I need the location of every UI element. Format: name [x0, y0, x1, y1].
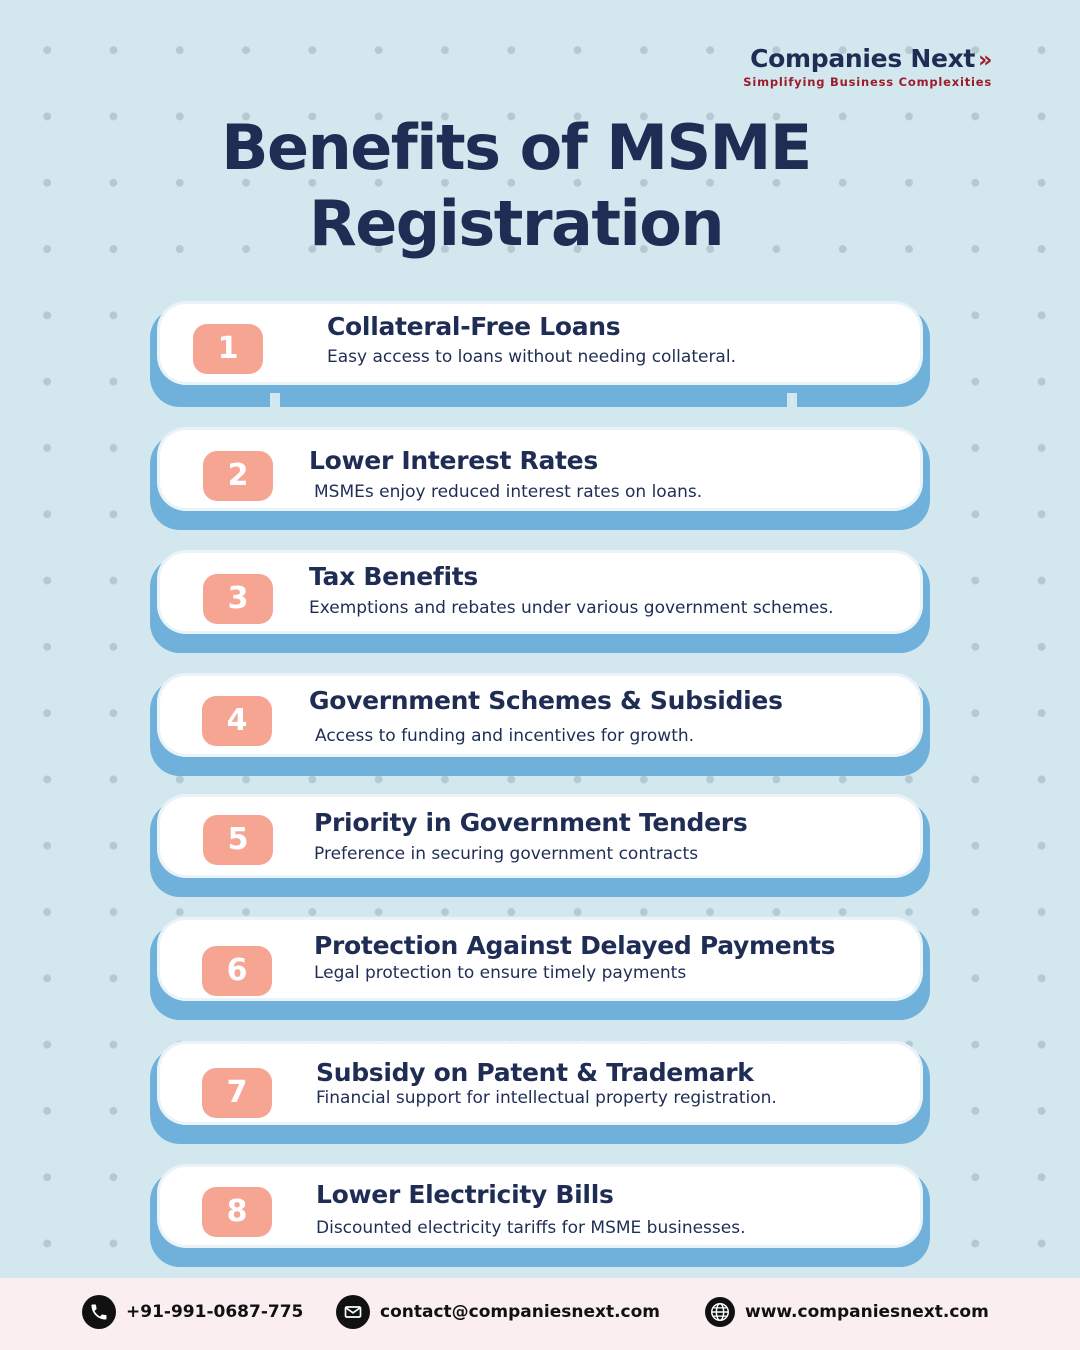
- benefit-number-badge: 2: [203, 451, 273, 501]
- benefit-description: Access to funding and incentives for growth.: [315, 726, 695, 746]
- benefit-card-4: [150, 676, 930, 776]
- brand-name-text: Companies Next: [750, 44, 976, 73]
- benefit-title: Protection Against Delayed Payments: [314, 931, 836, 960]
- benefit-card-1: [150, 304, 930, 407]
- benefit-card-8: [150, 1167, 930, 1267]
- benefit-title: Government Schemes & Subsidies: [309, 686, 783, 715]
- benefit-description: Discounted electricity tariffs for MSME businesses.: [316, 1218, 746, 1238]
- benefit-card-6: [150, 920, 930, 1020]
- benefit-description: MSMEs enjoy reduced interest rates on loans.: [314, 482, 703, 502]
- brand-tagline: Simplifying Business Complexities: [743, 75, 992, 89]
- page-title-line-2: Registration: [308, 187, 723, 260]
- page-title: [0, 110, 1032, 262]
- benefit-description: Financial support for intellectual property registration.: [316, 1088, 777, 1108]
- email-icon: [336, 1295, 370, 1329]
- chevron-right-icon: »: [978, 48, 992, 73]
- phone-icon: [82, 1295, 116, 1329]
- benefit-title: Lower Interest Rates: [309, 446, 598, 475]
- phone-contact[interactable]: [82, 1294, 303, 1330]
- benefit-card-7: [150, 1044, 930, 1144]
- benefit-card-2: [150, 430, 930, 530]
- benefit-number-badge: 6: [202, 946, 272, 996]
- page-title-line-1: Benefits of MSME: [221, 111, 811, 184]
- benefit-title: Collateral-Free Loans: [327, 312, 621, 341]
- benefit-number-badge: 4: [202, 696, 272, 746]
- brand-logo: [743, 44, 992, 89]
- website-contact[interactable]: [705, 1294, 989, 1330]
- email-address[interactable]: contact@companiesnext.com: [380, 1302, 661, 1322]
- card-face: [160, 553, 920, 631]
- benefit-description: Preference in securing government contracts: [314, 844, 699, 864]
- benefit-title: Tax Benefits: [309, 562, 478, 591]
- contact-footer: [0, 1278, 1080, 1350]
- phone-number[interactable]: +91-991-0687-775: [126, 1302, 304, 1322]
- brand-name: [743, 44, 992, 73]
- benefit-number-badge: 1: [193, 324, 263, 374]
- benefit-title: Lower Electricity Bills: [316, 1180, 614, 1209]
- benefit-description: Easy access to loans without needing collateral.: [327, 347, 736, 367]
- benefit-card-5: [150, 797, 930, 897]
- globe-icon: [705, 1297, 735, 1327]
- website-url[interactable]: www.companiesnext.com: [745, 1302, 989, 1322]
- benefit-description: Legal protection to ensure timely payments: [314, 963, 687, 983]
- benefit-number-badge: 5: [203, 815, 273, 865]
- benefit-title: Priority in Government Tenders: [314, 808, 748, 837]
- benefit-number-badge: 8: [202, 1187, 272, 1237]
- benefit-number-badge: 7: [202, 1068, 272, 1118]
- email-contact[interactable]: [336, 1294, 660, 1330]
- benefit-card-3: [150, 553, 930, 653]
- benefit-title: Subsidy on Patent & Trademark: [316, 1058, 754, 1087]
- benefit-description: Exemptions and rebates under various government schemes.: [309, 598, 834, 618]
- card-notch: [270, 393, 280, 407]
- card-notch: [787, 393, 797, 407]
- benefit-number-badge: 3: [203, 574, 273, 624]
